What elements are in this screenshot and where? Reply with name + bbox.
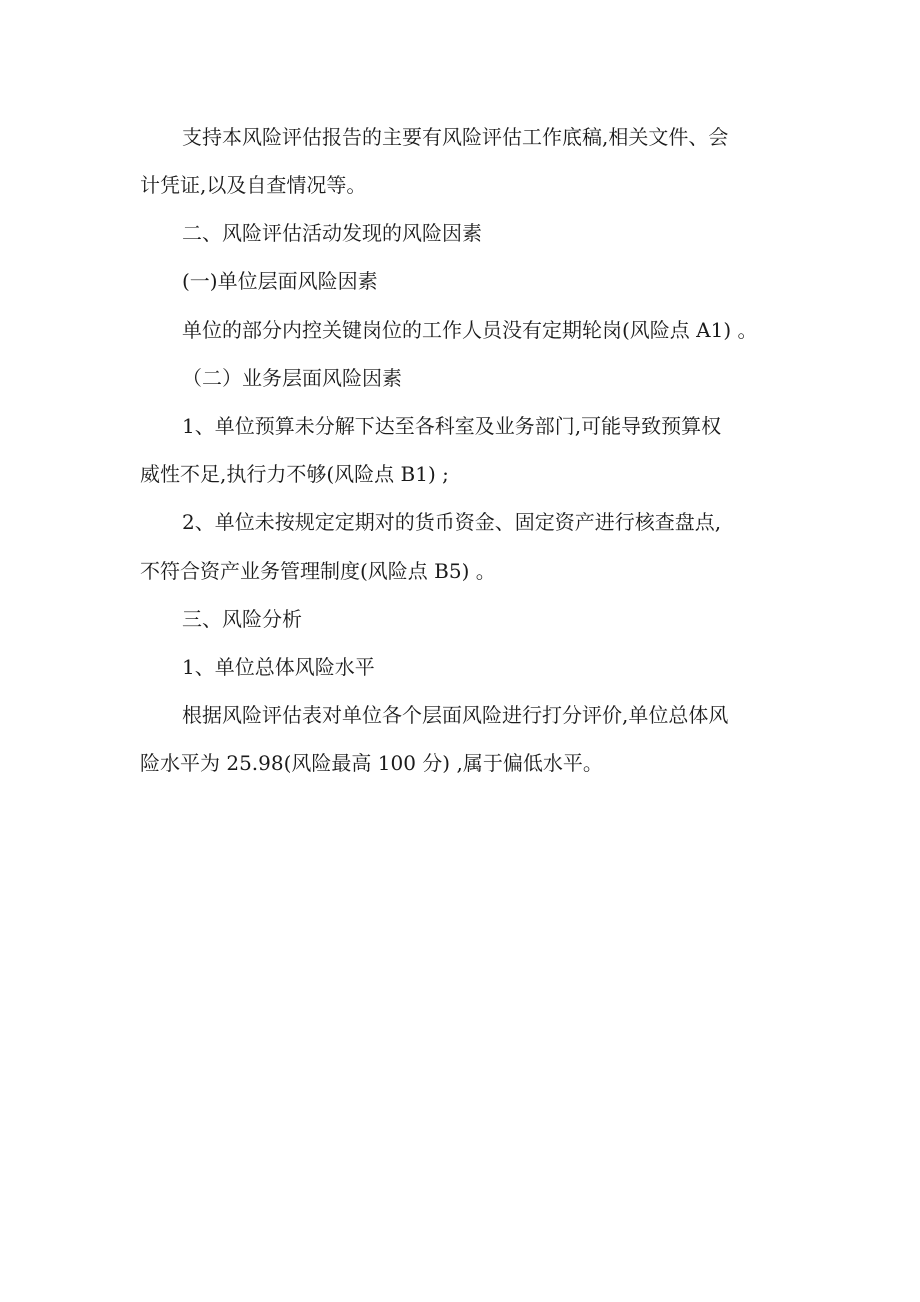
heading-risk-factors: 二、风险评估活动发现的风险因素 — [182, 221, 482, 245]
item-1-line-2: 威性不足,执行力不够(风险点 B1) ; — [140, 462, 449, 486]
paragraph-unit-level: 单位的部分内控关键岗位的工作人员没有定期轮岗(风险点 A1) 。 — [182, 318, 758, 342]
subheading-overall-risk: 1、单位总体风险水平 — [182, 655, 375, 679]
paragraph-support-line-2: 计凭证,以及自查情况等。 — [140, 173, 367, 197]
item-2-line-1: 2、单位未按规定定期对的货币资金、固定资产进行核查盘点, — [182, 510, 722, 534]
paragraph-overall-line-2: 险水平为 25.98(风险最高 100 分) ,属于偏低水平。 — [140, 751, 603, 775]
subheading-business-level: （二）业务层面风险因素 — [182, 366, 402, 390]
heading-risk-analysis: 三、风险分析 — [182, 607, 302, 631]
subheading-unit-level: (一)单位层面风险因素 — [182, 269, 378, 293]
item-1-line-1: 1、单位预算未分解下达至各科室及业务部门,可能导致预算权 — [182, 414, 722, 438]
paragraph-overall-line-1: 根据风险评估表对单位各个层面风险进行打分评价,单位总体风 — [182, 703, 729, 727]
item-2-line-2: 不符合资产业务管理制度(风险点 B5) 。 — [140, 559, 496, 583]
paragraph-support-line-1: 支持本风险评估报告的主要有风险评估工作底稿,相关文件、会 — [182, 125, 729, 149]
